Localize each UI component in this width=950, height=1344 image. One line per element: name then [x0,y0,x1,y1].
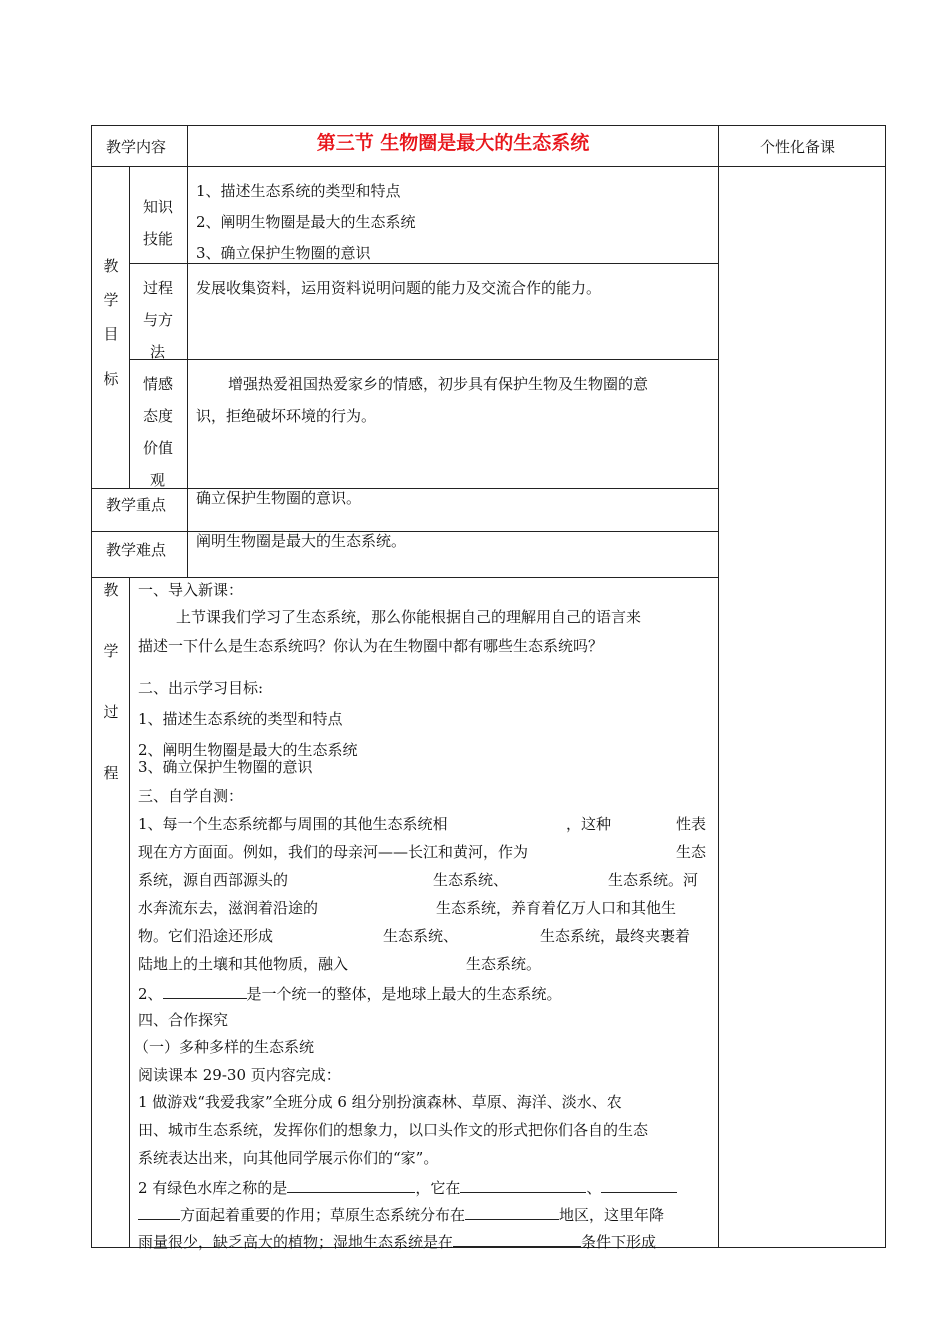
fill-in-blank[interactable] [163,982,247,999]
learning-goal-3: 3、确立保护生物圈的意识 [138,758,313,776]
learning-goal-1: 1、描述生态系统的类型和特点 [138,710,343,728]
self-test-line-5 [138,926,710,946]
text-fragment: 雨量很少，缺乏高大的植物；湿地生态系统是在 [138,1233,454,1251]
text-fragment: 陆地上的土壤和其他物质，融入 [138,955,349,973]
text-fragment: 2 有绿色水库之称的是 [138,1179,288,1197]
key-divider [187,488,188,578]
process-side-label-3: 过 [103,703,119,721]
fill-in-blank[interactable] [138,1203,180,1220]
self-test-line-1 [138,814,710,834]
text-fragment: 生态系统，养育着亿万人口和其他生 [436,899,677,917]
emotion-label-2: 态度 [143,407,174,425]
emotion-goal-line-1: 增强热爱祖国热爱家乡的情感，初步具有保护生物及生物圈的意 [228,375,649,393]
text-fragment: ，这种 [566,815,612,833]
question-3-line-2 [138,1203,664,1225]
text-fragment: 地区，这里年降 [559,1206,665,1224]
header-row-bottom [91,166,886,167]
text-fragment: 生态系统、 [433,871,509,889]
text-fragment: 条件下形成 [581,1233,657,1251]
intro-line-2: 描述一下什么是生态系统吗？你认为在生物圈中都有哪些生态系统吗？ [138,637,604,655]
text-fragment: 生态 [676,843,707,861]
explore-heading: 四、合作探究 [138,1011,229,1029]
emotion-label-4: 观 [150,471,166,489]
knowledge-item-3: 3、确立保护生物圈的意识 [196,244,371,262]
fill-in-blank[interactable] [465,1203,559,1220]
knowledge-item-2: 2、阐明生物圈是最大的生态系统 [196,213,416,231]
question-3-line-1 [138,1176,677,1198]
learning-goal-2: 2、阐明生物圈是最大的生态系统 [138,741,358,759]
text-fragment: 现在方方面面。例如，我们的母亲河——长江和黄河，作为 [138,843,529,861]
explore-subheading: （一）多种多样的生态系统 [134,1038,315,1056]
goals-side-label-1: 教 [103,257,119,275]
knowledge-label-2: 技能 [143,230,174,248]
game-line-3: 系统表达出来，向其他同学展示你们的“家”。 [138,1149,439,1167]
question-3-line-3 [138,1230,656,1252]
learning-goals-heading: 二、出示学习目标: [138,679,264,697]
process-goal-text: 发展收集资料，运用资料说明问题的能力及交流合作的能力。 [196,279,602,297]
process-side-label-2: 学 [103,642,119,660]
text-fragment: 水奔流东去，滋润着沿途的 [138,899,319,917]
self-test-line-3 [138,870,710,890]
table-border-top [91,125,886,126]
text-fragment: 生态系统。河 [608,871,699,889]
text-fragment: 性表 [676,815,707,833]
game-line-2: 田、城市生态系统，发挥你们的想象力，以口头作文的形式把你们各自的生态 [138,1121,649,1139]
text-fragment: 物。它们沿途还形成 [138,927,274,945]
notes-label: 个性化备课 [760,138,836,156]
text-fragment: 生态系统，最终夹裹着 [540,927,691,945]
emotion-label-3: 价值 [143,439,174,457]
process-divider [129,577,130,1248]
table-border-right [885,125,886,1248]
self-test-line-4 [138,898,710,918]
intro-line-1: 上节课我们学习了生态系统，那么你能根据自己的理解用自己的语言来 [176,608,642,626]
difficulty-text: 阐明生物圈是最大的生态系统。 [196,532,407,550]
text-fragment: 是一个统一的整体，是地球上最大的生态系统。 [246,985,562,1003]
emotion-goal-line-2: 识，拒绝破坏环境的行为。 [196,407,377,425]
game-line-1: 1 做游戏“我爱我家”全班分成 6 组分别扮演森林、草原、海洋、淡水、农 [138,1093,622,1111]
text-fragment: 生态系统。 [466,955,542,973]
goals-side-label-3: 目 [103,325,119,343]
self-test-heading: 三、自学自测： [138,787,244,805]
self-test-question-2 [138,982,562,1004]
page-title: 第三节 生物圈是最大的生态系统 [316,132,590,154]
key-point-text: 确立保护生物圈的意识。 [196,489,362,507]
fill-in-blank[interactable] [601,1176,677,1193]
notes-column-divider [718,125,719,1248]
text-fragment: 2、 [138,985,163,1003]
process-label-2: 与方 [143,311,174,329]
fill-in-blank[interactable] [287,1176,415,1193]
goals-inner-divider [129,166,130,489]
key-point-label: 教学重点 [106,496,167,514]
text-fragment: 生态系统、 [383,927,459,945]
difficulty-row-bottom [91,577,718,578]
knowledge-item-1: 1、描述生态系统的类型和特点 [196,182,401,200]
difficulty-label: 教学难点 [106,541,167,559]
self-test-line-2 [138,842,710,862]
process-row-bottom [129,359,718,360]
emotion-label-1: 情感 [143,375,174,393]
process-label-3: 法 [150,343,166,361]
goals-side-label-4: 标 [103,370,119,388]
knowledge-row-bottom [129,263,718,264]
intro-heading: 一、导入新课： [138,581,244,599]
goals-row-bottom [91,488,718,489]
process-label-1: 过程 [143,279,174,297]
content-label: 教学内容 [106,138,167,156]
goals-side-label-2: 学 [103,291,119,309]
table-border-left [91,125,92,1248]
reading-instruction: 阅读课本 29-30 页内容完成： [138,1066,341,1084]
fill-in-blank[interactable] [453,1230,581,1247]
self-test-line-6 [138,954,710,974]
goals-content-divider [187,166,188,489]
fill-in-blank[interactable] [460,1176,586,1193]
process-side-label-1: 教 [103,581,119,599]
text-fragment: 方面起着重要的作用；草原生态系统分布在 [180,1206,466,1224]
text-fragment: ，它在 [415,1179,461,1197]
process-side-label-4: 程 [103,764,119,782]
text-fragment: 、 [586,1179,602,1197]
text-fragment: 1、每一个生态系统都与周围的其他生态系统相 [138,815,448,833]
knowledge-label-1: 知识 [143,198,174,216]
text-fragment: 系统，源自西部源头的 [138,871,289,889]
